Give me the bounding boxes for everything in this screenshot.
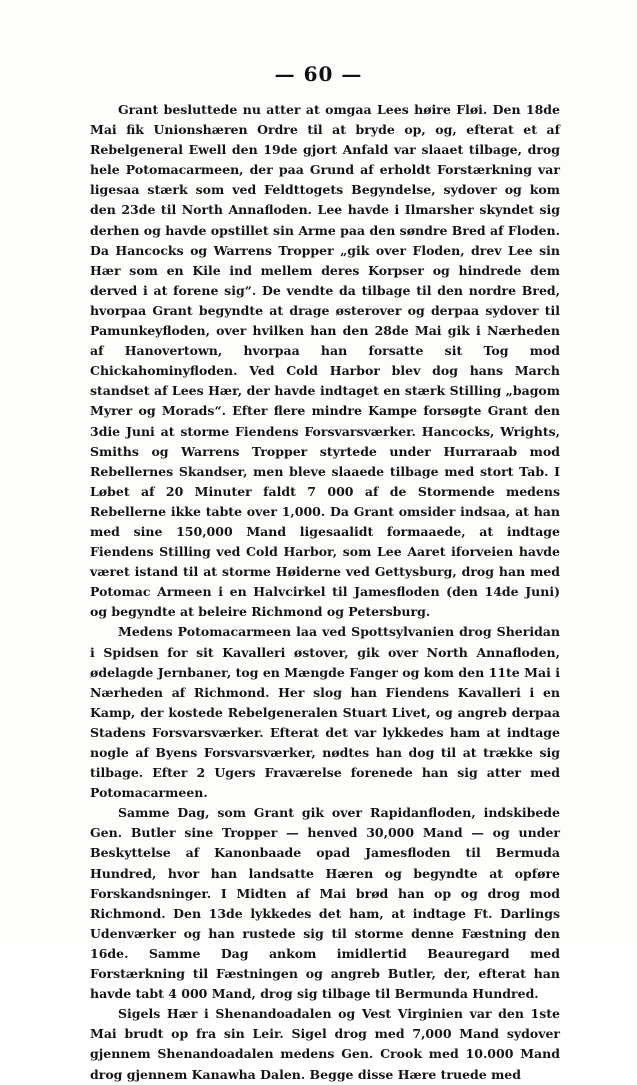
paragraph-4: Sigels Hær i Shenandoadalen og Vest Virginien var den 1ste Mai brudt op fra sin Leir. Sigel drog med 7,000 Mand sydover gjennem Shenandoadalen medens Gen. Crook med 10.000 Mand drog gjennem Kanawha Dalen. Begge disse Hære truede med	[90, 1006, 560, 1082]
paragraph-1: Grant besluttede nu atter at omgaa Lees høire Fløi. Den 18de Mai fik Unionshæren Ordre til at bryde op, og, efterat et af Rebelgeneral Ewell den 19de gjort Anfald var slaaet tilbage, drog hele Potomacarmeen, der paa Grund af erholdt Forstærkning var ligesaa stærk som ved Feldttogets Begyndelse, sydover og kom den 23de til North Annafloden. Lee havde i Ilmarsher skyndet sig derhen og havde opstillet sin Arme paa den søndre Bred af Floden. Da Hancocks og Warrens Tropper „gik over Floden, drev Lee sin Hær som en Kile ind mellem deres Korpser og hindrede dem derved i at forene sig“. De vendte da tilbage til den nordre Bred, hvorpaa Grant begyndte at drage østerover og derpaa sydover til Pamunkeyfloden, over hvilken han den 28de Mai gik i Nærheden af Hanovertown, hvorpaa han forsatte sit Tog mod Chickahominyfloden. Ved Cold Harbor blev dog hans March standset af Lees Hær, der havde indtaget en stærk Stilling „bagom Myrer og Morads“. Efter flere mindre Kampe forsøgte Grant den 3die Juni at storme Fiendens Forsvarsværker. Hancocks, Wrights, Smiths og Warrens Tropper styrtede under Hurraraab mod Rebellernes Skandser, men bleve slaaede tilbage med stort Tab. I Løbet af 20 Minuter faldt 7 000 af de Stormende medens Rebellerne ikke tabte over 1,000. Da Grant omsider indsaa, at han med sine 150,000 Mand ligesaalidt formaaede, at indtage Fiendens Stilling ved Cold Harbor, som Lee Aaret iforveien havde været istand til at storme Høiderne ved Gettysburg, drog han med Potomac Armeen i en Halvcirkel til Jamesfloden (den 14de Juni) og begyndte at beleire Richmond og Petersburg.	[90, 102, 560, 620]
paragraph-2: Medens Potomacarmeen laa ved Spottsylvanien drog Sheridan i Spidsen for sit Kavalleri østover, gik over North Annafloden, ødelagde Jernbaner, tog en Mængde Fanger og kom den 11te Mai i Nærheden af Richmond. Her slog han Fiendens Kavalleri i en Kamp, der kostede Rebelgeneralen Stuart Livet, og angreb derpaa Stadens Forsvarsværker. Efterat det var lykkedes ham at indtage nogle af Byens Forsvarsværker, nødtes han dog til at trække sig tilbage. Efter 2 Ugers Fraværelse forenede han sig atter med Potomacarmeen.	[90, 624, 560, 801]
paragraph-3: Samme Dag, som Grant gik over Rapidanfloden, indskibede Gen. Butler sine Tropper — henved 30,000 Mand — og under Beskyttelse af Kanonbaade opad Jamesfloden til Bermuda Hundred, hvor han landsatte Hæren og begyndte at opføre Forskandsninger. I Midten af Mai brød han op og drog mod Richmond. Den 13de lykkedes det ham, at indtage Ft. Darlings Udenværker og han rustede sig til storme denne Fæstning den 16de. Samme Dag ankom imidlertid Beauregard med Forstærkning til Fæstningen og angreb Butler, der, efterat han havde tabt 4 000 Mand, drog sig tilbage til Bermunda Hundred.	[90, 805, 560, 1002]
page-number: — 60 —	[274, 62, 363, 86]
body-text	[90, 100, 560, 1085]
